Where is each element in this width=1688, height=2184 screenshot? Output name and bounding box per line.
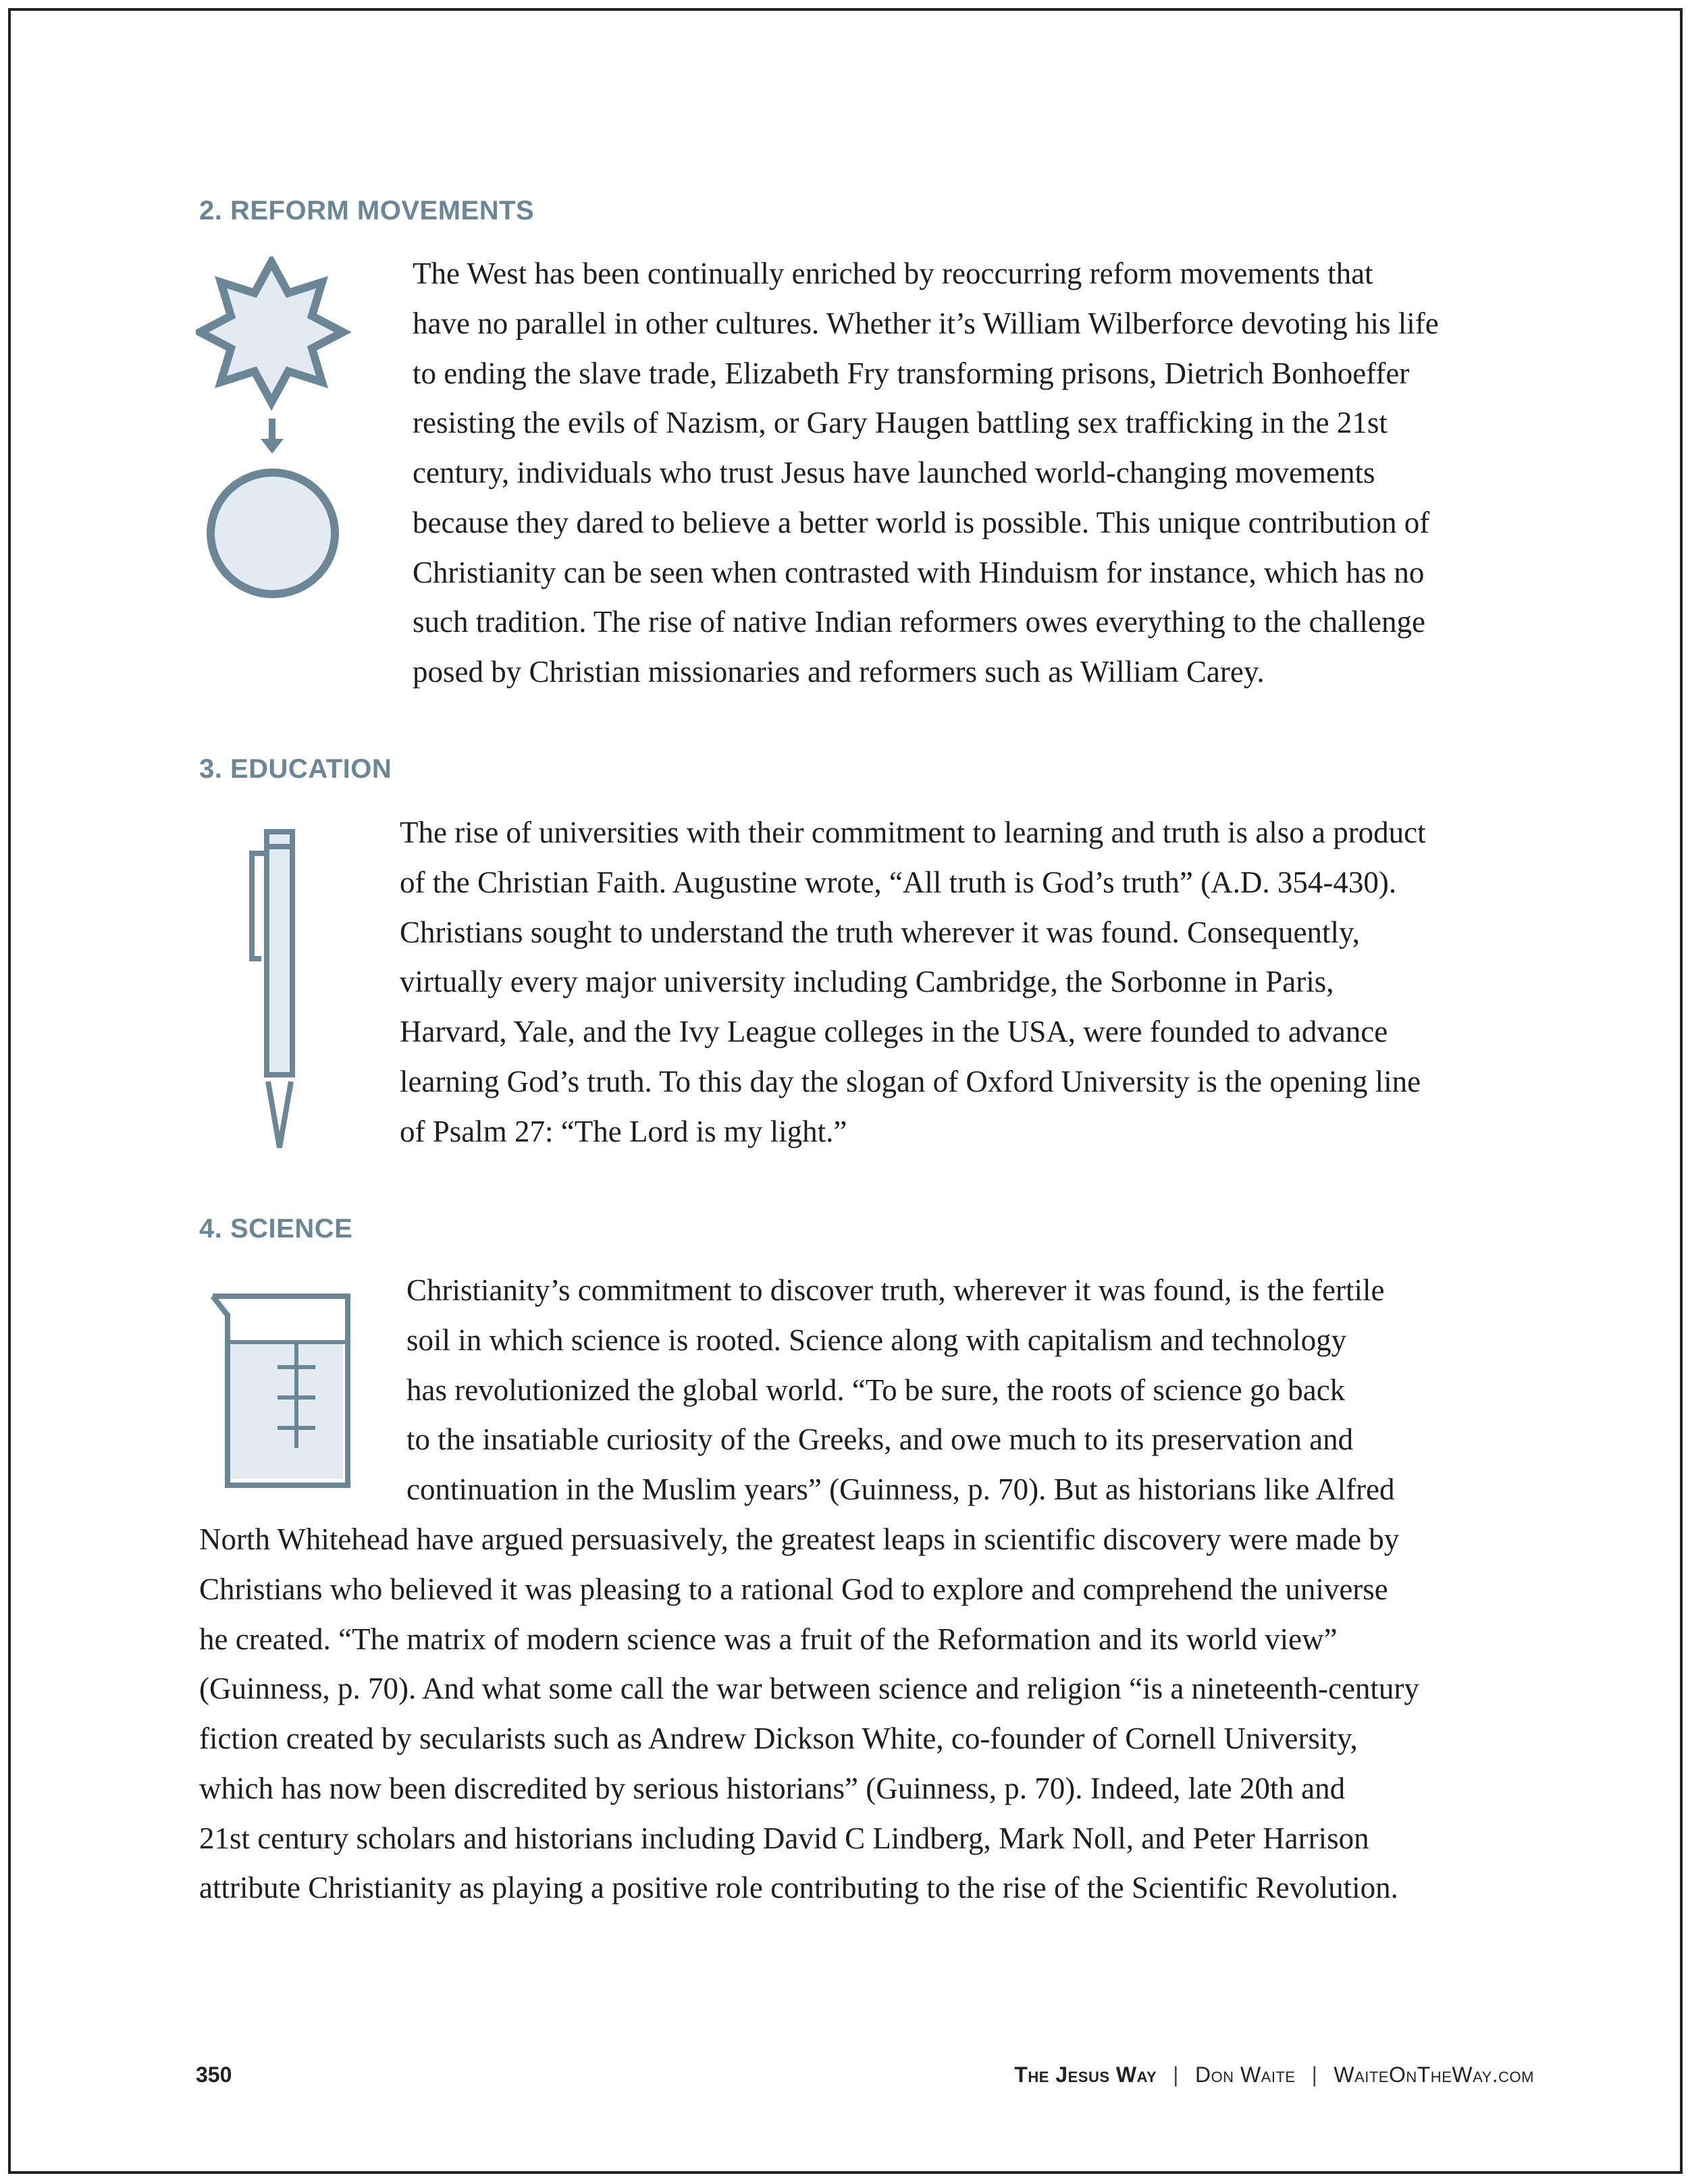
- text-line: Harvard, Yale, and the Ivy League colleges in the USA, were founded to advance: [400, 1015, 1388, 1048]
- text-line: which has now been discredited by serious historians” (Guinness, p. 70). Indeed, late 20th and: [199, 1771, 1346, 1805]
- text-line: to the insatiable curiosity of the Greeks, and owe much to its preservation and: [406, 1422, 1354, 1457]
- section-body-education: [400, 808, 1426, 1156]
- text-line: of the Christian Faith. Augustine wrote, “All truth is God’s truth” (A.D. 354-430).: [400, 865, 1397, 899]
- text-line: of Psalm 27: “The Lord is my light.”: [400, 1114, 847, 1148]
- text-line: The rise of universities with their commitment to learning and truth is also a product: [400, 816, 1426, 849]
- text-line: Christians sought to understand the truth wherever it was found. Consequently,: [400, 915, 1360, 949]
- text-line: virtually every major university including Cambridge, the Sorbonne in Paris,: [400, 965, 1334, 999]
- text-line: century, individuals who trust Jesus have launched world-changing movements: [413, 456, 1375, 489]
- text-line: Christians who believed it was pleasing to a rational God to explore and comprehend the universe: [199, 1572, 1388, 1606]
- text-line: such tradition. The rise of native Indian reformers owes everything to the challenge: [413, 605, 1425, 639]
- text-line: Christianity can be seen when contrasted with Hinduism for instance, which has no: [413, 555, 1425, 589]
- text-line: 21st century scholars and historians including David C Lindberg, Mark Noll, and Peter Harrison: [199, 1821, 1369, 1855]
- running-footer: [1014, 2062, 1534, 2087]
- website: WaiteOnTheWay.com: [1334, 2062, 1534, 2087]
- section-heading-reform: 2. REFORM MOVEMENTS: [199, 196, 535, 225]
- text-line: he created. “The matrix of modern science was a fruit of the Reformation and its world view”: [199, 1622, 1338, 1656]
- star-to-circle-icon: [196, 257, 351, 608]
- section-body-science-wrapped: [406, 1266, 1395, 1515]
- section-body-science-full: [199, 1515, 1419, 1913]
- text-line: (Guinness, p. 70). And what some call the war between science and religion “is a nineteenth-century: [199, 1672, 1419, 1706]
- text-line: attribute Christianity as playing a positive role contributing to the rise of the Scientific Revolution.: [199, 1871, 1398, 1905]
- author: Don Waite: [1194, 2062, 1296, 2087]
- text-line: soil in which science is rooted. Science along with capitalism and technology: [406, 1323, 1347, 1357]
- section-heading-science: 4. SCIENCE: [199, 1214, 353, 1244]
- text-line: The West has been continually enriched by reoccurring reform movements that: [413, 257, 1373, 290]
- text-line: North Whitehead have argued persuasively, the greatest leaps in scientific discovery were made by: [199, 1522, 1400, 1556]
- text-line: learning God’s truth. To this day the slogan of Oxford University is the opening line: [400, 1064, 1421, 1098]
- text-line: to ending the slave trade, Elizabeth Fry transforming prisons, Dietrich Bonhoeffer: [413, 356, 1410, 390]
- text-line: continuation in the Muslim years” (Guinness, p. 70). But as historians like Alfred: [406, 1472, 1395, 1506]
- separator: |: [1173, 2062, 1179, 2087]
- text-line: because they dared to believe a better world is possible. This unique contribution of: [413, 505, 1430, 539]
- book-title: The Jesus Way: [1014, 2062, 1157, 2087]
- text-line: have no parallel in other cultures. Whether it’s William Wilberforce devoting his life: [413, 306, 1439, 340]
- page-number: 350: [196, 2062, 232, 2087]
- text-line: fiction created by secularists such as Andrew Dickson White, co-founder of Cornell University,: [199, 1722, 1358, 1755]
- text-line: posed by Christian missionaries and reformers such as William Carey.: [413, 655, 1265, 689]
- section-body-reform: [413, 249, 1439, 697]
- section-heading-education: 3. EDUCATION: [199, 754, 392, 784]
- separator: |: [1311, 2062, 1318, 2087]
- text-line: Christianity’s commitment to discover truth, wherever it was found, is the fertile: [406, 1273, 1385, 1307]
- text-line: resisting the evils of Nazism, or Gary Haugen battling sex trafficking in the 21st: [413, 406, 1388, 440]
- pen-icon: [240, 825, 307, 1156]
- beaker-icon: [206, 1289, 354, 1492]
- text-line: has revolutionized the global world. “To be sure, the roots of science go back: [406, 1373, 1346, 1407]
